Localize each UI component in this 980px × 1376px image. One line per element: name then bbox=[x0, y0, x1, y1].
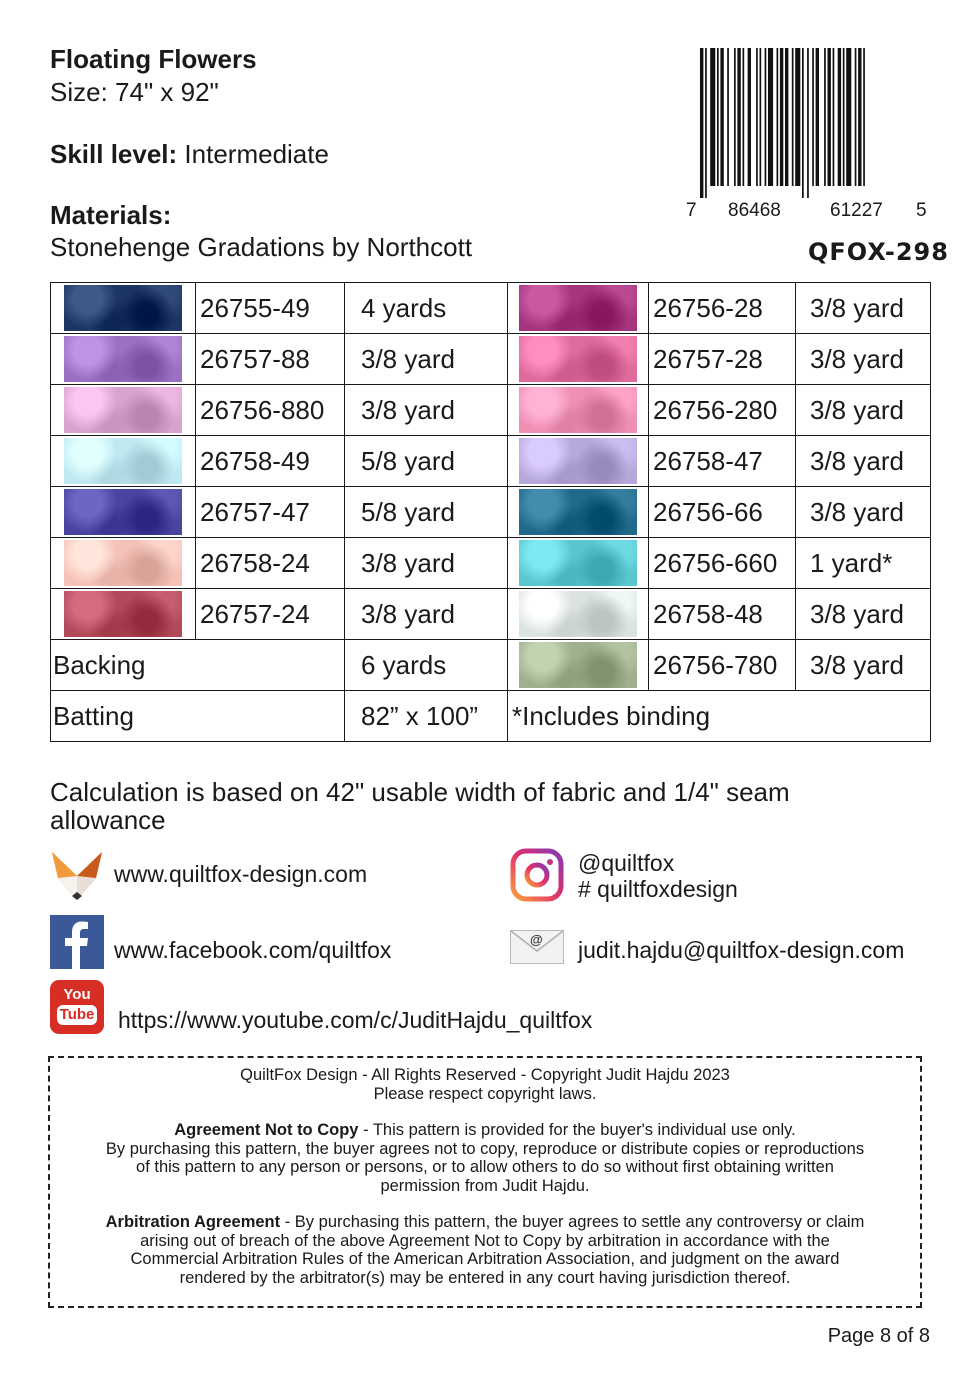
arbitration-line: rendered by the arbitrator(s) may be entered in any court having jurisdiction thereof. bbox=[179, 1268, 791, 1287]
fabric-code: 26756-28 bbox=[649, 283, 796, 334]
fabric-quantity: 5/8 yard bbox=[345, 487, 508, 538]
barcode-bar bbox=[780, 48, 783, 186]
fabric-swatch bbox=[519, 438, 637, 484]
fabric-code: 26757-47 bbox=[196, 487, 345, 538]
barcode-bar bbox=[824, 48, 826, 186]
barcode-bar bbox=[720, 48, 723, 186]
fabric-code: 26756-880 bbox=[196, 385, 345, 436]
materials-table bbox=[50, 282, 931, 742]
barcode-bar bbox=[785, 48, 788, 186]
barcode-bar bbox=[777, 48, 779, 186]
fabric-swatch bbox=[64, 540, 182, 586]
fabric-quantity: 3/8 yard bbox=[345, 334, 508, 385]
table-row bbox=[51, 589, 931, 640]
barcode-bar bbox=[734, 48, 736, 186]
fabric-code: 26756-780 bbox=[649, 640, 796, 691]
barcode-bar bbox=[705, 48, 707, 198]
fabric-code: 26757-88 bbox=[196, 334, 345, 385]
barcode-bar bbox=[802, 48, 804, 198]
fabric-swatch bbox=[519, 540, 637, 586]
barcode-bar bbox=[727, 48, 729, 186]
youtube-link[interactable]: https://www.youtube.com/c/JuditHajdu_quiltfox bbox=[118, 1007, 593, 1033]
fabric-swatch bbox=[519, 642, 637, 688]
fabric-code: 26758-47 bbox=[649, 436, 796, 487]
barcode-bar bbox=[792, 48, 794, 186]
batting-quantity: 82” x 100” bbox=[345, 691, 508, 742]
fabric-code: 26755-49 bbox=[196, 283, 345, 334]
barcode-bar bbox=[765, 48, 767, 186]
arbitration-first-line bbox=[50, 1213, 920, 1232]
barcode-bar bbox=[812, 48, 814, 186]
barcode-bar bbox=[737, 48, 740, 186]
instagram-handle[interactable]: @quiltfox bbox=[578, 850, 675, 876]
barcode-bar bbox=[710, 48, 715, 186]
skill-value: Intermediate bbox=[184, 139, 329, 169]
barcode-bar bbox=[748, 48, 751, 186]
barcode-bar bbox=[846, 48, 851, 186]
page-number: Page 8 of 8 bbox=[827, 1325, 930, 1347]
copyright-respect: Please respect copyright laws. bbox=[373, 1084, 597, 1103]
barcode-bar bbox=[863, 48, 865, 186]
fabric-collection: Stonehenge Gradations by Northcott bbox=[50, 232, 473, 262]
fabric-quantity: 3/8 yard bbox=[796, 436, 931, 487]
materials-heading: Materials: bbox=[50, 200, 172, 230]
fabric-quantity: 3/8 yard bbox=[796, 334, 931, 385]
quilt-size: Size: 74" x 92" bbox=[50, 77, 219, 107]
agreement-first-line bbox=[50, 1121, 920, 1140]
email-link[interactable]: judit.hajdu@quiltfox-design.com bbox=[578, 937, 905, 963]
barcode-bar bbox=[843, 48, 845, 186]
table-row bbox=[51, 538, 931, 589]
fabric-swatch bbox=[519, 591, 637, 637]
calculation-note: Calculation is based on 42" usable width of fabric and 1/4" seam allowance bbox=[50, 777, 790, 835]
barcode-digit-left: 7 bbox=[686, 200, 697, 221]
fabric-code: 26756-66 bbox=[649, 487, 796, 538]
backing-label: Backing bbox=[51, 640, 345, 691]
fabric-swatch bbox=[64, 285, 182, 331]
fabric-quantity: 3/8 yard bbox=[796, 385, 931, 436]
fabric-swatch bbox=[519, 489, 637, 535]
youtube-icon bbox=[50, 980, 104, 1034]
table-row bbox=[51, 487, 931, 538]
arbitration-line: Commercial Arbitration Rules of the American Arbitration Association, and judgment on the award bbox=[130, 1250, 840, 1268]
barcode-bar bbox=[816, 48, 819, 186]
copyright-line: QuiltFox Design - All Rights Reserved - Copyright Judit Hajdu 2023 bbox=[240, 1066, 730, 1084]
binding-note: *Includes binding bbox=[508, 691, 931, 742]
arbitration-text: - By purchasing this pattern, the buyer agrees to settle any controversy or claim bbox=[280, 1213, 865, 1231]
barcode-bar bbox=[807, 48, 809, 198]
batting-label: Batting bbox=[51, 691, 345, 742]
fabric-swatch bbox=[519, 387, 637, 433]
agreement-line: of this pattern to any person or persons, or to allow others to do so without first obtaining written bbox=[136, 1158, 834, 1176]
fabric-code: 26758-49 bbox=[196, 436, 345, 487]
fabric-quantity: 3/8 yard bbox=[345, 385, 508, 436]
facebook-link[interactable]: www.facebook.com/quiltfox bbox=[114, 937, 392, 963]
product-sku: QFOX-298 bbox=[808, 238, 949, 266]
table-row-batting bbox=[51, 691, 931, 742]
email-at-symbol: @ bbox=[530, 932, 543, 947]
fabric-swatch bbox=[64, 591, 182, 637]
barcode-bar bbox=[838, 48, 841, 186]
fox-logo-icon bbox=[50, 848, 104, 902]
barcode-bar bbox=[756, 48, 758, 186]
fabric-swatch bbox=[64, 489, 182, 535]
barcode-bar bbox=[828, 48, 831, 186]
fabric-quantity: 4 yards bbox=[345, 283, 508, 334]
fabric-quantity: 3/8 yard bbox=[796, 640, 931, 691]
barcode-bar bbox=[760, 48, 762, 186]
fabric-swatch bbox=[64, 336, 182, 382]
instagram-hashtag[interactable]: # quiltfoxdesign bbox=[578, 876, 738, 902]
table-row bbox=[51, 283, 931, 334]
barcode-bar bbox=[717, 48, 719, 186]
barcode bbox=[700, 48, 914, 198]
table-row bbox=[51, 385, 931, 436]
barcode-digit-right: 5 bbox=[916, 200, 927, 221]
youtube-icon-text-bottom: Tube bbox=[57, 1005, 97, 1025]
backing-quantity: 6 yards bbox=[345, 640, 508, 691]
fabric-swatch bbox=[64, 438, 182, 484]
barcode-bar bbox=[768, 48, 773, 186]
copyright-notice bbox=[48, 1056, 922, 1308]
barcode-bar bbox=[833, 48, 835, 186]
fabric-swatch bbox=[64, 387, 182, 433]
fabric-swatch bbox=[519, 336, 637, 382]
fabric-quantity: 3/8 yard bbox=[796, 283, 931, 334]
fabric-quantity: 1 yard* bbox=[796, 538, 931, 589]
barcode-bar bbox=[858, 48, 861, 186]
barcode-group-2: 61227 bbox=[830, 200, 883, 221]
fabric-code: 26756-660 bbox=[649, 538, 796, 589]
fabric-quantity: 3/8 yard bbox=[796, 589, 931, 640]
email-icon bbox=[510, 930, 564, 964]
fabric-quantity: 3/8 yard bbox=[345, 589, 508, 640]
fabric-code: 26758-48 bbox=[649, 589, 796, 640]
barcode-group-1: 86468 bbox=[728, 200, 781, 221]
arbitration-line: arising out of breach of the above Agreement Not to Copy by arbitration in accordance with the bbox=[140, 1231, 830, 1250]
barcode-bar bbox=[743, 48, 745, 186]
table-row bbox=[51, 436, 931, 487]
instagram-icon bbox=[510, 848, 564, 902]
fabric-code: 26757-28 bbox=[649, 334, 796, 385]
fabric-code: 26757-24 bbox=[196, 589, 345, 640]
barcode-bar bbox=[700, 48, 703, 198]
agreement-title: Agreement Not to Copy bbox=[174, 1121, 359, 1139]
barcode-bar bbox=[855, 48, 857, 186]
table-row-backing bbox=[51, 640, 931, 691]
fabric-quantity: 3/8 yard bbox=[345, 538, 508, 589]
fabric-code: 26756-280 bbox=[649, 385, 796, 436]
skill-label: Skill level: bbox=[50, 139, 178, 169]
facebook-icon bbox=[50, 915, 104, 969]
youtube-icon-text-top: You bbox=[63, 986, 91, 1003]
pattern-title: Floating Flowers bbox=[50, 44, 257, 74]
fabric-quantity: 3/8 yard bbox=[796, 487, 931, 538]
fabric-code: 26758-24 bbox=[196, 538, 345, 589]
skill-level bbox=[50, 139, 329, 170]
agreement-text: - This pattern is provided for the buyer's individual use only. bbox=[358, 1121, 796, 1139]
arbitration-title: Arbitration Agreement bbox=[105, 1213, 281, 1231]
agreement-line: By purchasing this pattern, the buyer agrees not to copy, reproduce or distribute copies or reproductions bbox=[105, 1139, 865, 1158]
website-link[interactable]: www.quiltfox-design.com bbox=[114, 861, 368, 887]
fabric-swatch bbox=[519, 285, 637, 331]
table-row bbox=[51, 334, 931, 385]
fabric-quantity: 5/8 yard bbox=[345, 436, 508, 487]
agreement-line: permission from Judit Hajdu. bbox=[380, 1176, 590, 1195]
barcode-bar bbox=[795, 48, 800, 186]
